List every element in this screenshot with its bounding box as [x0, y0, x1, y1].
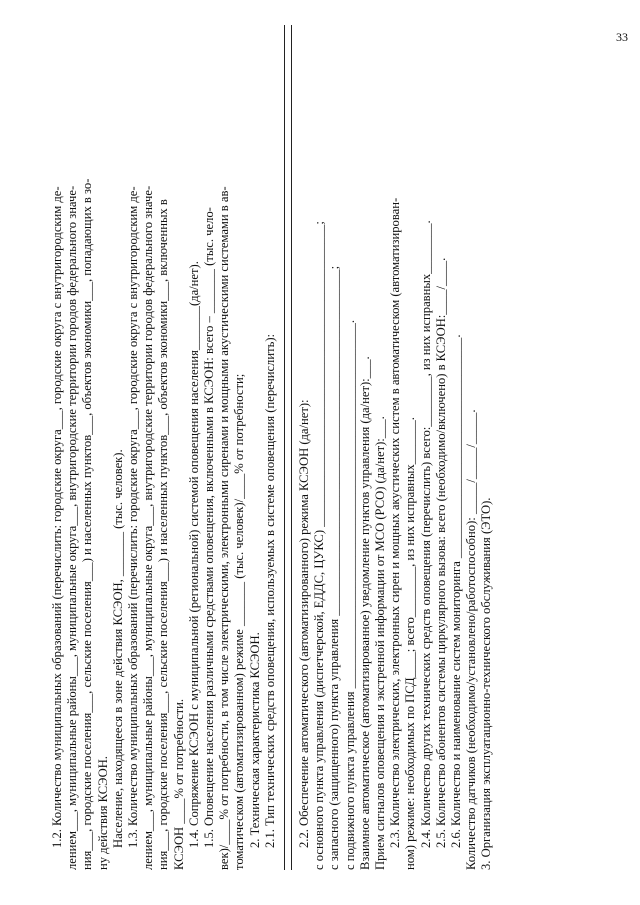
rotated-text-block: [50, 25, 570, 870]
text-line: с основного пункта управления (диспетчерской, ЕДДС, ЦУКС) ________________________________________________;: [312, 221, 327, 870]
text-line: Население, находящееся в зоне действия КСЭОН, _______ (тыс. человек).: [110, 449, 125, 848]
fill-in-line: [291, 25, 292, 870]
text-line: 2.1. Тип технических средств оповещения, используемых в системе оповещения (перечислить):: [262, 333, 277, 848]
text-line: Количество датчиков (необходимо/установлено/работоспособно): _____/_____/_____.: [464, 409, 479, 870]
text-line: 3. Организация эксплуатационно-технического обслуживания (ЭТО).: [479, 497, 494, 870]
text-line: 2.5. Количество абонентов системы циркулярного вызова: всего (необходимо/включено) в КСЭОН:____/____.: [433, 257, 448, 848]
text-line: 1.5. Оповещение населения различными средствами оповещения, включенными в КСЭОН: всего – _______ (тыс. чело-: [202, 207, 217, 848]
page-number: 33: [616, 30, 628, 44]
text-line: 1.2. Количество муниципальных образований (перечислить: городские округа___, городские округа с внутригородским де-: [50, 186, 64, 848]
text-line: КСЭОН ____% от потребности.: [171, 698, 186, 870]
text-line: век)/____% от потребности, в том числе электрическими, электронными сиренами и мощными акустическими системами в ав-: [217, 186, 232, 870]
text-line: ния___, городские поселения___, сельские поселения___) и населенных пунктов___, объектов экономики___, попадающих в зо-: [80, 178, 95, 870]
text-line: 2. Техническая характеристика КСЭОН.: [247, 632, 262, 848]
text-line: с запасного (защищенного) пункта управления _______________________________________________________;: [327, 265, 342, 870]
text-line: ния___, городские поселения___, сельские поселения___) и населенных пунктов___, объектов экономики___, включенных в: [156, 199, 171, 870]
fill-in-line: [284, 25, 285, 870]
text-line: Взаимное автоматическое (автоматизированное) уведомление пунктов управления (да/нет):___.: [357, 356, 372, 870]
text-line: 2.3. Количество электрических, электронных сирен и мощных акустических систем в автоматическом (автоматизирован-: [388, 197, 403, 848]
text-line: 1.3. Количество муниципальных образований (перечислить: городские округа___, городские округа с внутригородским де-: [126, 186, 141, 848]
text-line: ном) режиме: необходимых по ПСД____; всего________, из них исправных_______.: [403, 417, 418, 870]
text-line: 2.6. Количество и наименование систем мониторинга ___________________________________.: [449, 334, 464, 848]
text-line: лением___, муниципальные районы___, муниципальные округа___, внутригородские территории городов федерального значе-: [65, 185, 80, 870]
text-line: ну действия КСЭОН.: [95, 756, 110, 870]
text-line: лением___, муниципальные районы___, муниципальные округа___, внутригородские территории городов федерального значе-: [141, 185, 156, 870]
text-line: 2.4. Количество других технических средств оповещения (перечислить) всего:________, из них исправных________.: [418, 220, 433, 848]
text-line: с подвижного пункта управления __________________________________________________________.: [342, 319, 357, 870]
text-line: томатическом (автоматизированном) режиме _______ (тыс. человек)/____% от потребности;: [232, 373, 247, 870]
text-line: 2.2. Обеспечение автоматического (автоматизированного) режима КСЭОН (да/нет):: [297, 399, 312, 848]
text-line: Прием сигналов оповещения и экстренной информации от МСО (РСО) (да/нет):___.: [373, 416, 388, 870]
text-line: 1.4. Сопряжение КСЭОН с муниципальной (региональной) системой оповещения населения_______(да/нет).: [186, 261, 201, 848]
